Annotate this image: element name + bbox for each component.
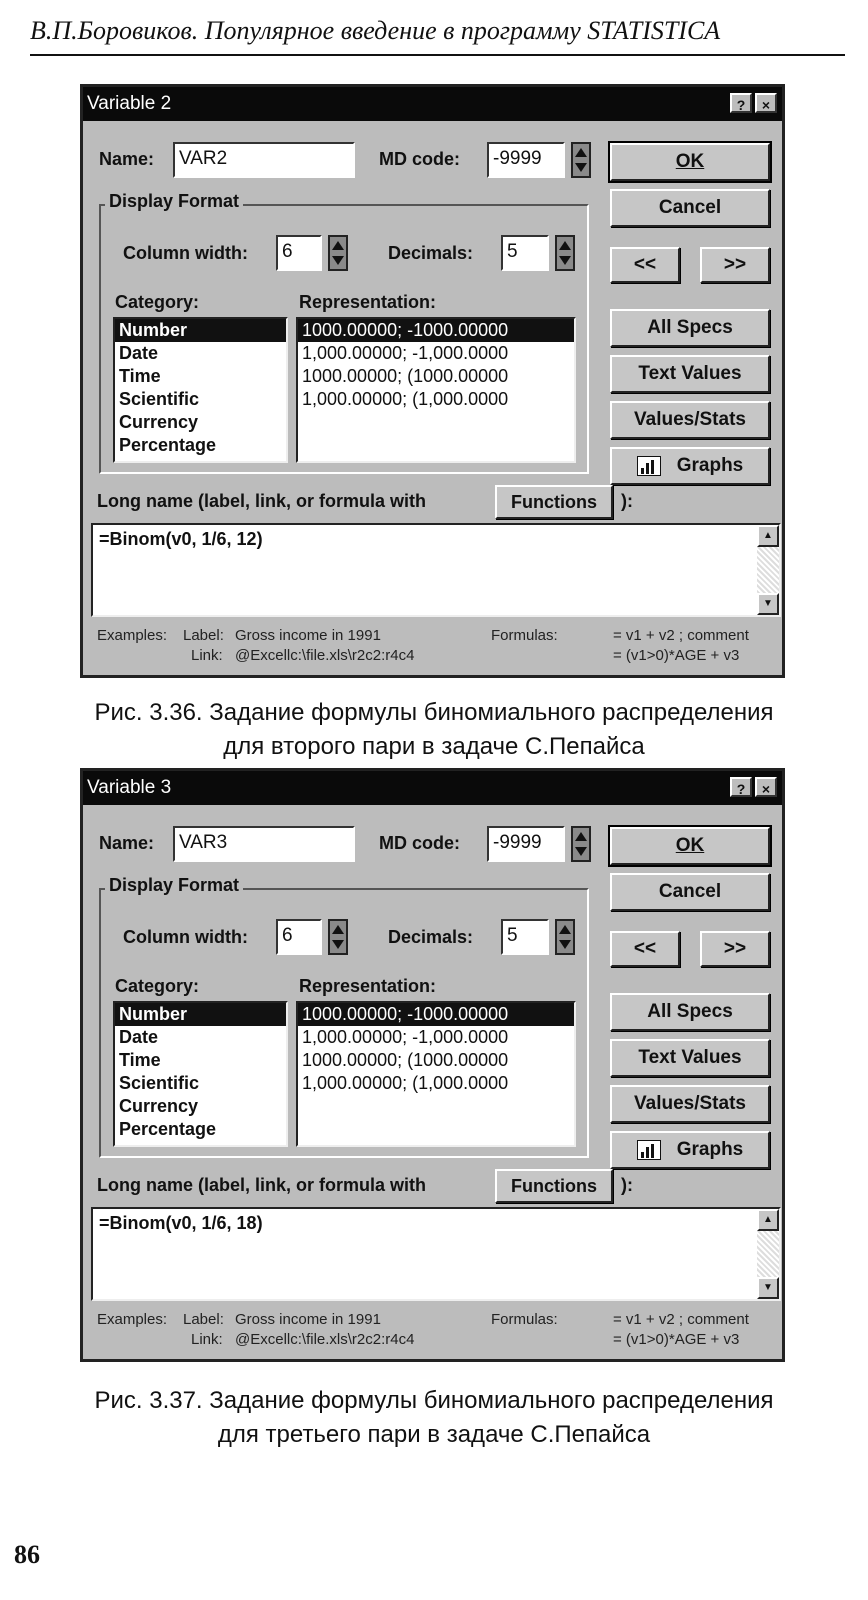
ok-button[interactable]: OK <box>610 827 770 865</box>
figure-caption <box>0 696 868 764</box>
text-values-button[interactable]: Text Values <box>610 355 770 393</box>
example-link-value: @Excellc:\file.xls\r2c2:r4c4 <box>235 647 415 664</box>
header-rule <box>30 54 845 56</box>
list-item[interactable]: Currency <box>119 412 199 432</box>
close-icon[interactable]: × <box>755 777 777 797</box>
column-width-label: Column width: <box>123 927 248 947</box>
ok-button[interactable]: OK <box>610 143 770 181</box>
example-label-key: Label: <box>183 1311 224 1328</box>
examples-label: Examples: <box>97 627 168 644</box>
md-code-label: MD code: <box>379 149 460 169</box>
list-item[interactable]: 1000.00000; -1000.00000 <box>298 319 574 342</box>
formula-text: =Binom(v0, 1/6, 12) <box>99 529 263 549</box>
variable-2-dialog <box>80 84 785 678</box>
formulas-line-2: = (v1>0)*AGE + v3 <box>613 647 740 664</box>
formula-textarea[interactable] <box>91 1207 781 1301</box>
functions-button[interactable]: Functions <box>495 485 613 519</box>
graph-icon <box>637 1140 661 1160</box>
md-code-spinner-icon[interactable] <box>571 826 591 862</box>
long-name-close: ): <box>621 1175 633 1195</box>
md-code-label: MD code: <box>379 833 460 853</box>
prev-button[interactable]: << <box>610 247 680 283</box>
scroll-up-icon[interactable]: ▲ <box>757 525 779 547</box>
decimals-input[interactable]: 5 <box>501 235 549 271</box>
list-item[interactable]: 1,000.00000; (1,000.0000 <box>302 1073 509 1093</box>
long-name-label: Long name (label, link, or formula with <box>97 491 427 511</box>
formula-scrollbar[interactable] <box>757 525 779 615</box>
name-label: Name: <box>99 833 155 853</box>
list-item[interactable]: Date <box>119 343 159 363</box>
list-item[interactable]: Time <box>119 1050 161 1070</box>
dialog-title: Variable 2 <box>87 93 172 114</box>
representation-label: Representation: <box>299 976 437 996</box>
graph-icon <box>637 456 661 476</box>
all-specs-button[interactable]: All Specs <box>610 309 770 347</box>
list-item[interactable]: Currency <box>119 1096 199 1116</box>
decimals-label: Decimals: <box>388 243 474 263</box>
decimals-input[interactable]: 5 <box>501 919 549 955</box>
list-item[interactable]: Scientific <box>119 389 200 409</box>
page-number: 86 <box>14 1540 40 1569</box>
example-link-key: Link: <box>191 647 223 664</box>
variable-3-dialog <box>80 768 785 1362</box>
md-code-input[interactable]: -9999 <box>487 826 565 862</box>
formulas-line-1: = v1 + v2 ; comment <box>613 1311 749 1328</box>
functions-button[interactable]: Functions <box>495 1169 613 1203</box>
category-label: Category: <box>115 976 200 996</box>
representation-list[interactable] <box>296 317 576 463</box>
caption-line: Рис. 3.37. Задание формулы биномиального распределения <box>94 1387 774 1414</box>
cancel-button[interactable]: Cancel <box>610 189 770 227</box>
graphs-label: Graphs <box>676 455 744 476</box>
help-icon[interactable]: ? <box>730 93 752 113</box>
md-code-input[interactable]: -9999 <box>487 142 565 178</box>
representation-label: Representation: <box>299 292 437 312</box>
prev-button[interactable]: << <box>610 931 680 967</box>
list-item[interactable]: Number <box>115 319 286 342</box>
name-input[interactable]: VAR3 <box>173 826 355 862</box>
scroll-down-icon[interactable]: ▼ <box>757 593 779 615</box>
column-width-spinner-icon[interactable] <box>328 235 348 271</box>
list-item[interactable]: Date <box>119 1027 159 1047</box>
example-link-value: @Excellc:\file.xls\r2c2:r4c4 <box>235 1331 415 1348</box>
column-width-input[interactable]: 6 <box>276 235 322 271</box>
decimals-label: Decimals: <box>388 927 474 947</box>
examples-label: Examples: <box>97 1311 168 1328</box>
name-label: Name: <box>99 149 155 169</box>
formulas-key: Formulas: <box>491 1311 558 1328</box>
scroll-down-icon[interactable]: ▼ <box>757 1277 779 1299</box>
list-item[interactable]: 1000.00000; -1000.00000 <box>298 1003 574 1026</box>
name-input[interactable]: VAR2 <box>173 142 355 178</box>
example-link-key: Link: <box>191 1331 223 1348</box>
list-item[interactable]: 1,000.00000; -1,000.0000 <box>302 1027 509 1047</box>
next-button[interactable]: >> <box>700 931 770 967</box>
example-label-value: Gross income in 1991 <box>235 1311 381 1328</box>
example-label-value: Gross income in 1991 <box>235 627 381 644</box>
dialog-title: Variable 3 <box>87 777 172 798</box>
list-item[interactable]: Percentage <box>119 435 217 455</box>
close-icon[interactable]: × <box>755 93 777 113</box>
list-item[interactable]: 1,000.00000; -1,000.0000 <box>302 343 509 363</box>
graphs-button[interactable] <box>610 447 770 485</box>
list-item[interactable]: Time <box>119 366 161 386</box>
values-stats-button[interactable]: Values/Stats <box>610 401 770 439</box>
caption-line: для третьего пари в задаче С.Пепайса <box>217 1421 651 1448</box>
next-button[interactable]: >> <box>700 247 770 283</box>
caption-line: для второго пари в задаче С.Пепайса <box>223 733 645 760</box>
caption-line: Рис. 3.36. Задание формулы биномиального распределения <box>94 699 774 726</box>
list-item[interactable]: Scientific <box>119 1073 200 1093</box>
long-name-label: Long name (label, link, or formula with <box>97 1175 427 1195</box>
column-width-label: Column width: <box>123 243 248 263</box>
formulas-key: Formulas: <box>491 627 558 644</box>
example-label-key: Label: <box>183 627 224 644</box>
column-width-input[interactable]: 6 <box>276 919 322 955</box>
all-specs-button[interactable]: All Specs <box>610 993 770 1031</box>
formulas-line-1: = v1 + v2 ; comment <box>613 627 749 644</box>
display-format-label: Display Format <box>105 875 243 896</box>
text-values-button[interactable]: Text Values <box>610 1039 770 1077</box>
graphs-label: Graphs <box>676 1139 744 1160</box>
running-header: В.П.Боровиков. Популярное введение в программу STATISTICA <box>30 16 721 45</box>
list-item[interactable]: 1000.00000; (1000.00000 <box>302 366 509 386</box>
help-icon[interactable]: ? <box>730 777 752 797</box>
display-format-label: Display Format <box>105 191 243 212</box>
figure-caption <box>0 1384 868 1452</box>
category-list[interactable] <box>113 317 288 463</box>
formula-text: =Binom(v0, 1/6, 18) <box>99 1213 263 1233</box>
md-code-spinner-icon[interactable] <box>571 142 591 178</box>
scroll-up-icon[interactable]: ▲ <box>757 1209 779 1231</box>
decimals-spinner-icon[interactable] <box>555 919 575 955</box>
list-item[interactable]: Number <box>115 1003 286 1026</box>
column-width-spinner-icon[interactable] <box>328 919 348 955</box>
formula-scrollbar[interactable] <box>757 1209 779 1299</box>
category-label: Category: <box>115 292 200 312</box>
formula-textarea[interactable] <box>91 523 781 617</box>
list-item[interactable]: Percentage <box>119 1119 217 1139</box>
list-item[interactable]: 1,000.00000; (1,000.0000 <box>302 389 509 409</box>
dialog-titlebar <box>83 771 782 805</box>
dialog-titlebar <box>83 87 782 121</box>
cancel-button[interactable]: Cancel <box>610 873 770 911</box>
representation-list[interactable] <box>296 1001 576 1147</box>
formulas-line-2: = (v1>0)*AGE + v3 <box>613 1331 740 1348</box>
long-name-close: ): <box>621 491 633 511</box>
decimals-spinner-icon[interactable] <box>555 235 575 271</box>
values-stats-button[interactable]: Values/Stats <box>610 1085 770 1123</box>
graphs-button[interactable] <box>610 1131 770 1169</box>
list-item[interactable]: 1000.00000; (1000.00000 <box>302 1050 509 1070</box>
category-list[interactable] <box>113 1001 288 1147</box>
